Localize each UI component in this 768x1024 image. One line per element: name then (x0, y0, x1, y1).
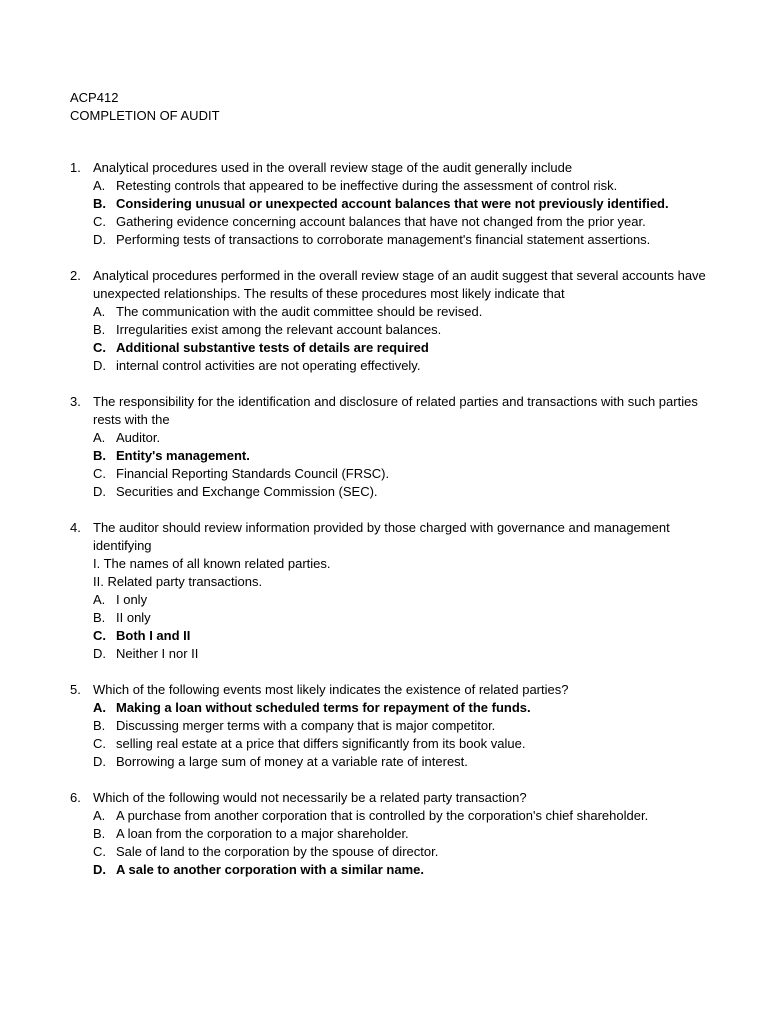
question-number: 6. (70, 790, 81, 805)
question-number: 1. (70, 160, 81, 175)
option-a: A. A purchase from another corporation that is controlled by the corporation's chief shareholder. (93, 808, 649, 823)
option-d: D. Borrowing a large sum of money at a variable rate of interest. (93, 754, 468, 769)
option-a: A. Retesting controls that appeared to be ineffective during the assessment of control risk. (93, 178, 618, 193)
option-c: C. Financial Reporting Standards Council (FRSC). (93, 466, 390, 481)
question-list (70, 159, 710, 897)
option-b-answer: B. Entity's management. (93, 448, 250, 463)
question-text: The auditor should review information provided by those charged with governance and management identifying (93, 520, 670, 553)
question-text: Analytical procedures used in the overall review stage of the audit generally include (93, 160, 573, 175)
question-1 (70, 159, 710, 249)
option-d: D. Performing tests of transactions to corroborate management's financial statement assertions. (93, 232, 651, 247)
option-d: D. Securities and Exchange Commission (SEC). (93, 484, 378, 499)
option-a: A. I only (93, 592, 148, 607)
option-a: A. Auditor. (93, 430, 161, 445)
question-5 (70, 681, 710, 771)
option-c-answer: C. Additional substantive tests of details are required (93, 340, 429, 355)
document-header (70, 89, 220, 125)
option-a-answer: A. Making a loan without scheduled terms for repayment of the funds. (93, 700, 531, 715)
option-c: C. Gathering evidence concerning account balances that have not changed from the prior year. (93, 214, 646, 229)
option-b: B. Discussing merger terms with a company that is major competitor. (93, 718, 496, 733)
statement-ii: II. Related party transactions. (93, 574, 263, 589)
option-c-answer: C. Both I and II (93, 628, 191, 643)
option-b: B. A loan from the corporation to a major shareholder. (93, 826, 409, 841)
document-title: COMPLETION OF AUDIT (70, 108, 220, 123)
question-text: Which of the following events most likely indicates the existence of related parties? (93, 682, 569, 697)
option-d: D. internal control activities are not operating effectively. (93, 358, 421, 373)
question-6 (70, 789, 710, 879)
option-b: B. II only (93, 610, 151, 625)
question-text: Analytical procedures performed in the overall review stage of an audit suggest that several accounts have unexpected relationships. The results of these procedures most likely indicate that (93, 268, 706, 301)
option-d-answer: D. A sale to another corporation with a similar name. (93, 862, 424, 877)
question-number: 4. (70, 520, 81, 535)
course-code: ACP412 (70, 90, 119, 105)
question-text: Which of the following would not necessarily be a related party transaction? (93, 790, 527, 805)
question-4 (70, 519, 710, 663)
question-3 (70, 393, 710, 501)
statement-i: I. The names of all known related parties. (93, 556, 331, 571)
option-b-answer: B. Considering unusual or unexpected account balances that were not previously identified. (93, 196, 669, 211)
option-d: D. Neither I nor II (93, 646, 199, 661)
question-number: 2. (70, 268, 81, 283)
question-text: The responsibility for the identification and disclosure of related parties and transactions with such parties rests with the (93, 394, 698, 427)
question-2 (70, 267, 710, 375)
option-c: C. Sale of land to the corporation by the spouse of director. (93, 844, 439, 859)
question-number: 5. (70, 682, 81, 697)
option-c: C. selling real estate at a price that differs significantly from its book value. (93, 736, 526, 751)
question-number: 3. (70, 394, 81, 409)
option-b: B. Irregularities exist among the relevant account balances. (93, 322, 442, 337)
option-a: A. The communication with the audit committee should be revised. (93, 304, 483, 319)
